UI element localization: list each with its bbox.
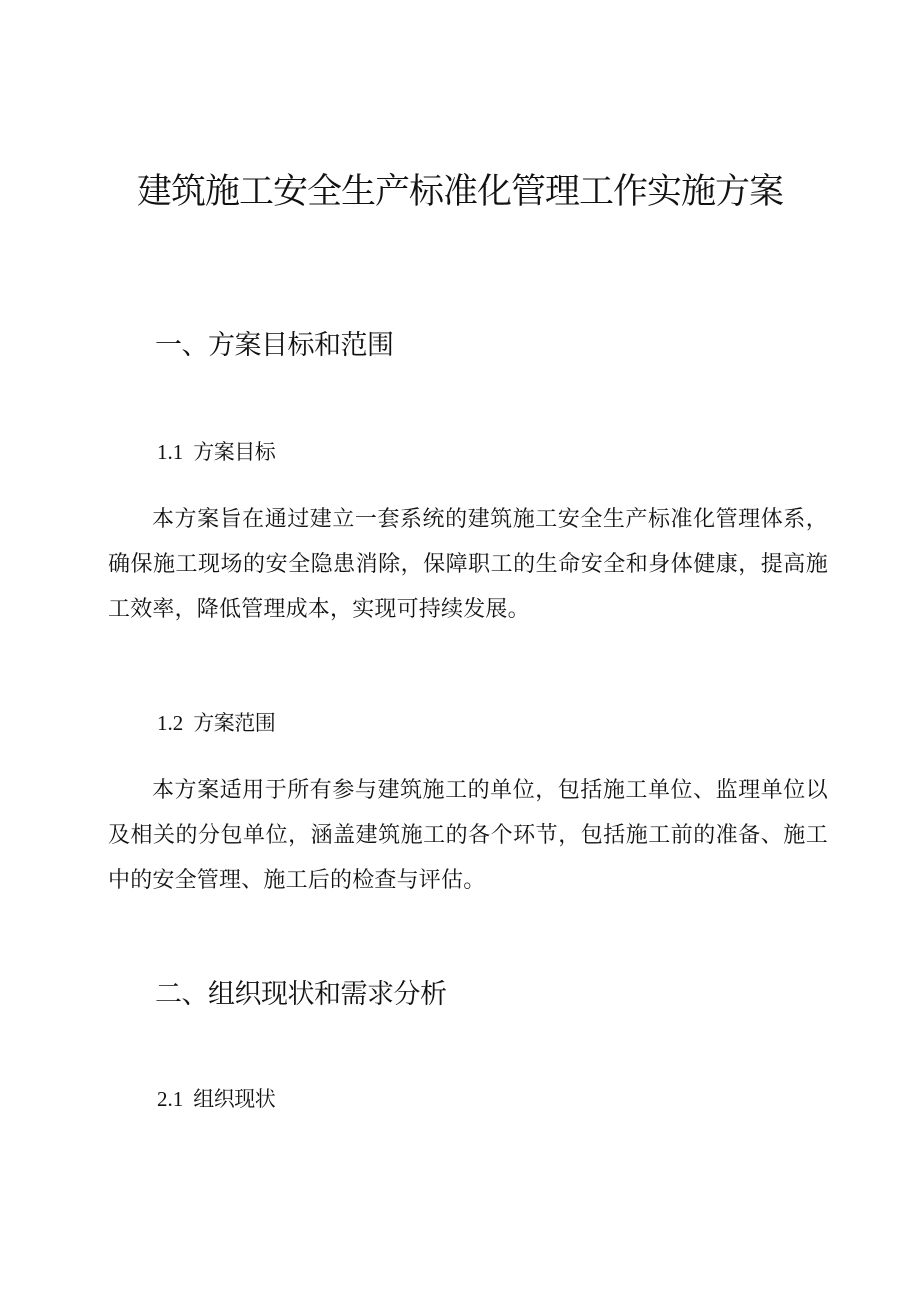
body-paragraph: 本方案适用于所有参与建筑施工的单位，包括施工单位、监理单位以及相关的分包单位，涵盖建筑施工的各个环节，包括施工前的准备、施工中的安全管理、施工后的检查与评估。	[108, 778, 828, 893]
section-heading: 一、方案目标和范围	[155, 330, 394, 361]
subsection-title: 方案范围	[193, 711, 276, 735]
section-heading: 二、组织现状和需求分析	[155, 979, 447, 1010]
subsection-number: 1.1	[157, 440, 184, 464]
subsection-title: 方案目标	[193, 440, 276, 464]
subsection-number: 1.2	[157, 711, 184, 735]
subsection-heading	[157, 709, 275, 737]
subsection-heading	[157, 438, 275, 466]
document-title: 建筑施工安全生产标准化管理工作实施方案	[136, 172, 783, 212]
body-paragraph: 本方案旨在通过建立一套系统的建筑施工安全生产标准化管理体系，确保施工现场的安全隐患消除，保障职工的生命安全和身体健康，提高施工效率，降低管理成本，实现可持续发展。	[108, 507, 828, 622]
subsection-number: 2.1	[157, 1087, 184, 1111]
subsection-heading	[157, 1085, 275, 1113]
subsection-title: 组织现状	[193, 1087, 276, 1111]
